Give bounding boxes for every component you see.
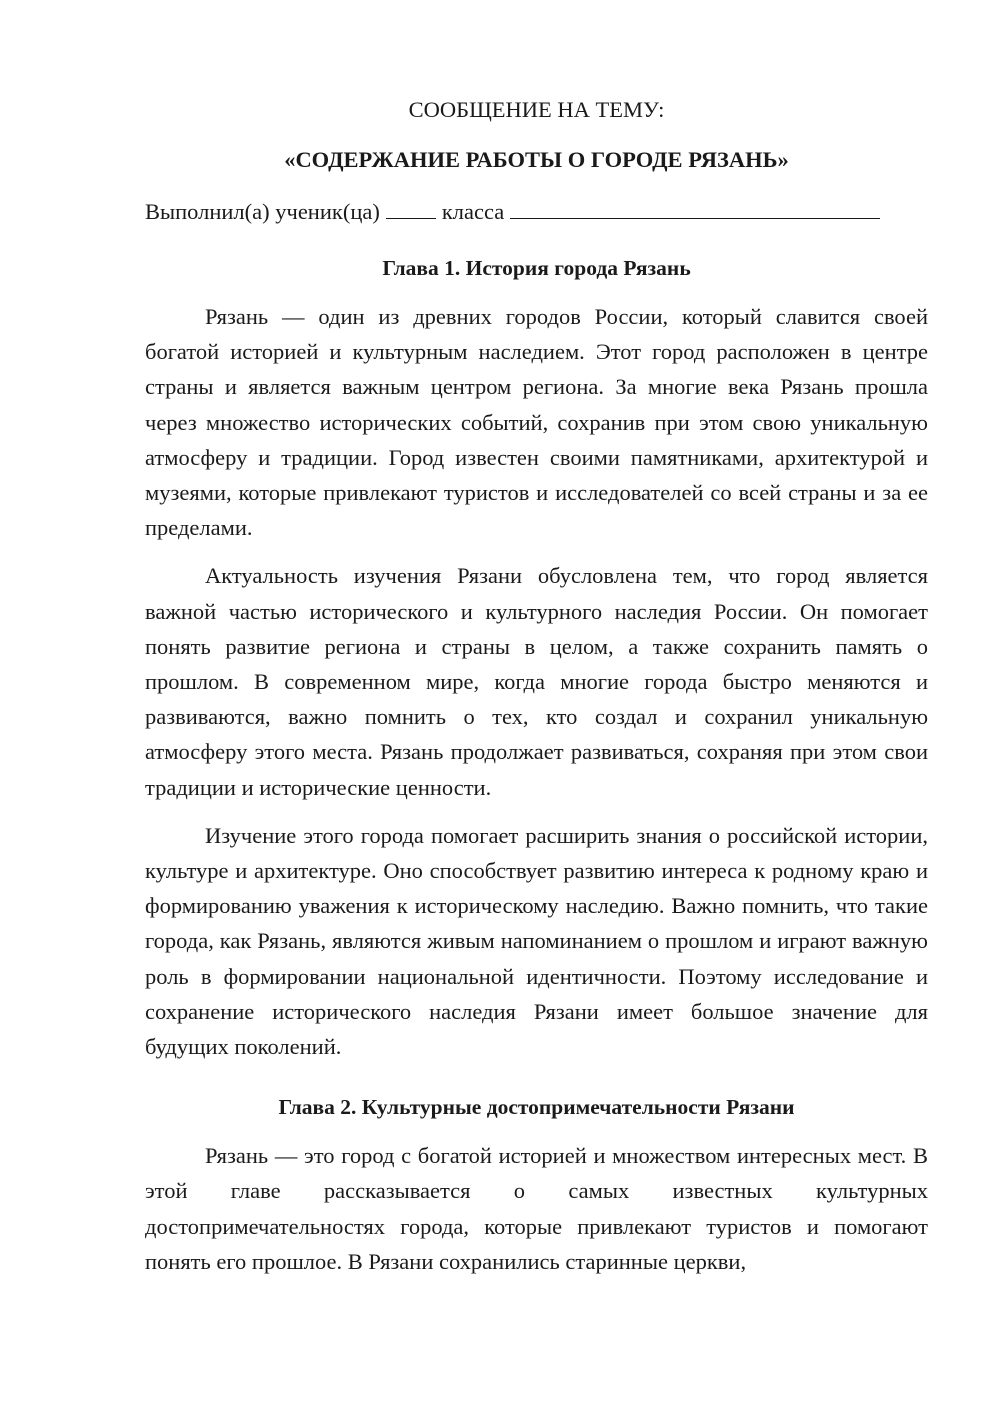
- document-title: «СОДЕРЖАНИЕ РАБОТЫ О ГОРОДЕ РЯЗАНЬ»: [284, 147, 789, 172]
- chapter-1-title: Глава 1. История города Рязань: [382, 256, 691, 280]
- student-label: Выполнил(а) ученик(ца): [145, 199, 380, 224]
- document-heading-topic: СООБЩЕНИЕ НА ТЕМУ:: [408, 97, 665, 122]
- student-name-blank: [510, 196, 880, 219]
- chapter-1-paragraph-3: Изучение этого города помогает расширить знания о российской истории, культуре и архитектуре. Оно способствует развитию интереса к родному краю и формированию уважения к историческому наследию. Важно помнить, что такие города, как Рязань, являются живым напоминанием о прошлом и играют важную роль в формировании национальной идентичности. Поэтому исследование и сохранение исторического наследия Рязани имеет большое значение для будущих поколений.: [145, 822, 928, 1060]
- class-number-blank: [386, 196, 436, 219]
- chapter-2-paragraph-1: Рязань — это город с богатой историей и множеством интересных мест. В этой главе рассказывается о самых известных культурных достопримечательностях города, которые привлекают туристов и помогают понять его прошлое. В Рязани сохранились старинные церкви,: [145, 1143, 928, 1274]
- class-label: класса: [441, 199, 505, 224]
- document-page: [145, 95, 928, 1279]
- chapter-2-title: Глава 2. Культурные достопримечательности Рязани: [278, 1095, 795, 1120]
- student-line: [145, 196, 928, 227]
- chapter-1-paragraph-2: Актуальность изучения Рязани обусловлена тем, что город является важной частью исторического и культурного наследия России. Он помогает понять развитие региона и страны в целом, а также сохранить память о прошлом. В современном мире, когда многие города быстро меняются и развиваются, важно помнить о тех, кто создал и сохранил уникальную атмосферу этого места. Рязань продолжает развиваться, сохраняя при этом свои традиции и исторические ценности.: [145, 563, 928, 800]
- chapter-1-paragraph-1: Рязань — один из древних городов России, который славится своей богатой историей и культурным наследием. Этот город расположен в центре страны и является важным центром региона. За многие века Рязань прошла через множество исторических событий, сохранив при этом свою уникальную атмосферу и традиции. Город известен своими памятниками, архитектурой и музеями, которые привлекают туристов и исследователей со всей страны и за ее пределами.: [145, 304, 928, 541]
